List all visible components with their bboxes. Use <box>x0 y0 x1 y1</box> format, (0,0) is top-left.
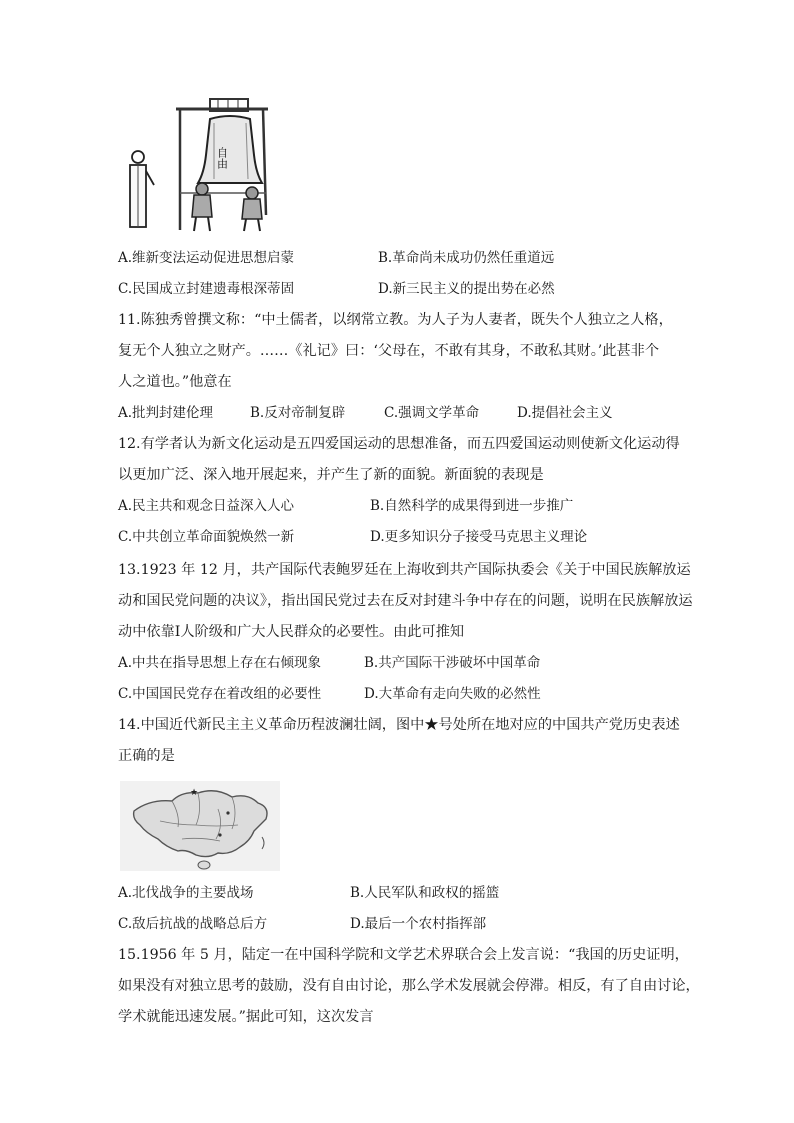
q15-stem-line-3: 学术就能迅速发展。”据此可知，这次发言 <box>118 1009 374 1025</box>
q11-option-c: C.强调文学革命 <box>384 405 480 421</box>
q12-stem-line-1: 12.有学者认为新文化运动是五四爱国运动的思想准备，而五四爱国运动则使新文化运动得 <box>118 436 680 452</box>
q11-stem-line-3: 人之道也。”他意在 <box>118 374 232 390</box>
q10-option-c: C.民国成立封建遗毒根深蒂固 <box>118 281 295 297</box>
q13-stem-line-3: 动中依靠Ⅰ人阶级和广大人民群众的必要性。由此可推知 <box>118 624 465 640</box>
liberty-bell-cartoon <box>118 95 274 237</box>
q10-option-d: D.新三民主义的提出势在必然 <box>378 281 555 297</box>
q14-stem-line-1: 14.中国近代新民主主义革命历程波澜壮阔，图中★号处所在地对应的中国共产党历史表述 <box>118 717 680 733</box>
q13-stem-line-1: 13.1923 年 12 月，共产国际代表鲍罗廷在上海收到共产国际执委会《关于中国民族解放运 <box>118 562 691 578</box>
svg-text:★: ★ <box>190 788 199 798</box>
q12-option-d: D.更多知识分子接受马克思主义理论 <box>370 529 588 545</box>
q12-option-a: A.民主共和观念日益深入人心 <box>118 498 295 514</box>
q11-option-b: B.反对帝制复辟 <box>250 405 346 421</box>
q14-option-a: A.北伐战争的主要战场 <box>118 885 254 901</box>
q13-stem-line-2: 动和国民党问题的决议》，指出国民党过去在反对封建斗争中存在的问题，说明在民族解放运 <box>118 593 693 609</box>
q11-option-a: A.批判封建伦理 <box>118 405 214 421</box>
q11-option-d: D.提倡社会主义 <box>517 405 613 421</box>
q15-stem-line-2: 如果没有对独立思考的鼓励，没有自由讨论，那么学术发展就会停滞。相反，有了自由讨论， <box>118 978 700 994</box>
q15-stem-line-1: 15.1956 年 5 月，陆定一在中国科学院和文学艺术界联合会上发言说：“我国的历史证明， <box>118 947 689 963</box>
q12-option-c: C.中共创立革命面貌焕然一新 <box>118 529 295 545</box>
q14-option-b: B.人民军队和政权的摇篮 <box>350 885 500 901</box>
q14-option-c: C.敌后抗战的战略总后方 <box>118 916 268 932</box>
bell-text: 自由 <box>215 147 229 169</box>
q10-option-a: A.维新变法运动促进思想启蒙 <box>118 250 295 266</box>
q13-option-d: D.大革命有走向失败的必然性 <box>364 686 541 702</box>
q14-stem-line-2: 正确的是 <box>118 748 175 764</box>
q14-option-d: D.最后一个农村指挥部 <box>350 916 487 932</box>
q13-option-a: A.中共在指导思想上存在右倾现象 <box>118 655 322 671</box>
q11-stem-line-2: 复无个人独立之财产。……《礼记》曰：‘父母在，不敢有其身，不敢私其财。’此甚非个 <box>118 343 660 359</box>
q13-option-b: B.共产国际干涉破坏中国革命 <box>364 655 541 671</box>
q13-option-c: C.中国国民党存在着改组的必要性 <box>118 686 322 702</box>
q12-option-b: B.自然科学的成果得到进一步推广 <box>370 498 574 514</box>
q12-stem-line-2: 以更加广泛、深入地开展起来，并产生了新的面貌。新面貌的表现是 <box>118 467 544 483</box>
q11-stem-line-1: 11.陈独秀曾撰文称：“中土儒者，以纲常立教。为人子为人妻者，既失个人独立之人格， <box>118 312 673 328</box>
q10-option-b: B.革命尚未成功仍然任重道远 <box>378 250 555 266</box>
china-map-figure <box>120 781 280 871</box>
